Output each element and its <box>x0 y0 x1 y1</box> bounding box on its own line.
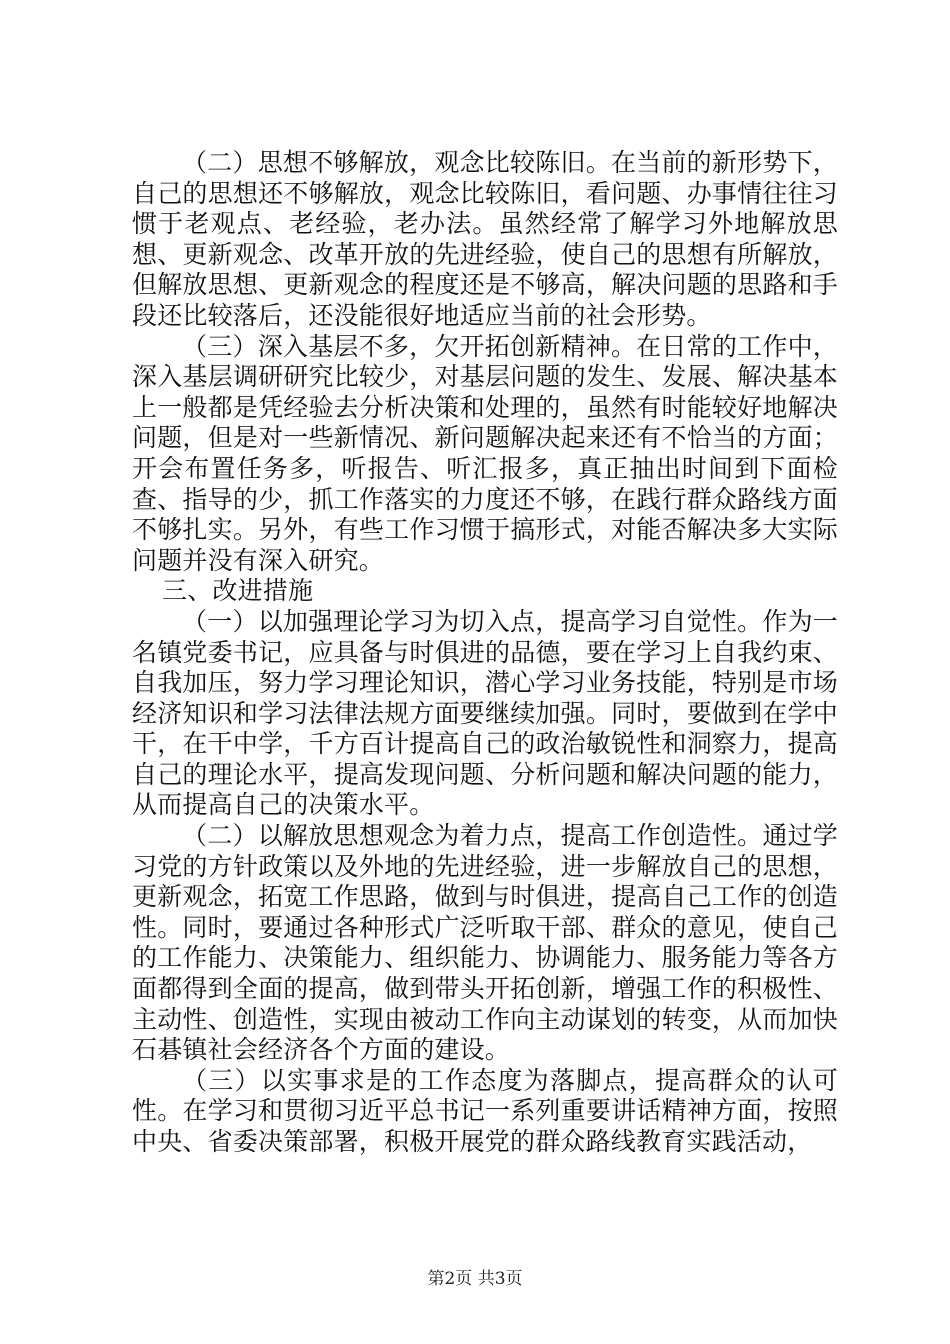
paragraph-3-grassroots: （三）深入基层不多，欠开拓创新精神。在日常的工作中，深入基层调研研究比较少，对基层问题的发生、发展、解决基本上一般都是凭经验去分析决策和处理的，虽然有时能较好地解决问题，但是对一些新情况、新问题解决起来还有不恰当的方面；开会布置任务多，听报告、听汇报多，真正抽出时间到下面检查、指导的少，抓工作落实的力度还不够，在践行群众路线方面不够扎实。另外，有些工作习惯于搞形式，对能否解决多大实际问题并没有深入研究。 <box>132 331 838 575</box>
paragraph-improve-1: （一）以加强理论学习为切入点，提高学习自觉性。作为一名镇党委书记，应具备与时俱进的品德，要在学习上自我约束、自我加压，努力学习理论知识，潜心学习业务技能，特别是市场经济知识和学习法律法规方面要继续加强。同时，要做到在学中干，在干中学，千方百计提高自己的政治敏锐性和洞察力，提高自己的理论水平，提高发现问题、分析问题和解决问题的能力，从而提高自己的决策水平。 <box>132 606 838 820</box>
section-heading-improvement: 三、改进措施 <box>162 576 314 606</box>
page-footer: 第2页 共3页 <box>427 1269 523 1289</box>
paragraph-2-thinking: （二）思想不够解放，观念比较陈旧。在当前的新形势下，自己的思想还不够解放，观念比较陈旧，看问题、办事情往往习惯于老观点、老经验，老办法。虽然经常了解学习外地解放思想、更新观念、改革开放的先进经验，使自己的思想有所解放，但解放思想、更新观念的程度还是不够高，解决问题的思路和手段还比较落后，还没能很好地适应当前的社会形势。 <box>132 148 838 330</box>
paragraph-improve-2: （二）以解放思想观念为着力点，提高工作创造性。通过学习党的方针政策以及外地的先进经验，进一步解放自己的思想，更新观念，拓宽工作思路，做到与时俱进，提高自己工作的创造性。同时，要通过各种形式广泛听取干部、群众的意见，使自己的工作能力、决策能力、组织能力、协调能力、服务能力等各方面都得到全面的提高，做到带头开拓创新，增强工作的积极性、主动性、创造性，实现由被动工作向主动谋划的转变，从而加快石碁镇社会经济各个方面的建设。 <box>132 821 838 1065</box>
paragraph-improve-3: （三）以实事求是的工作态度为落脚点，提高群众的认可性。在学习和贯彻习近平总书记一系列重要讲话精神方面，按照中央、省委决策部署，积极开展党的群众路线教育实践活动， <box>132 1065 838 1156</box>
document-body <box>132 148 838 1158</box>
